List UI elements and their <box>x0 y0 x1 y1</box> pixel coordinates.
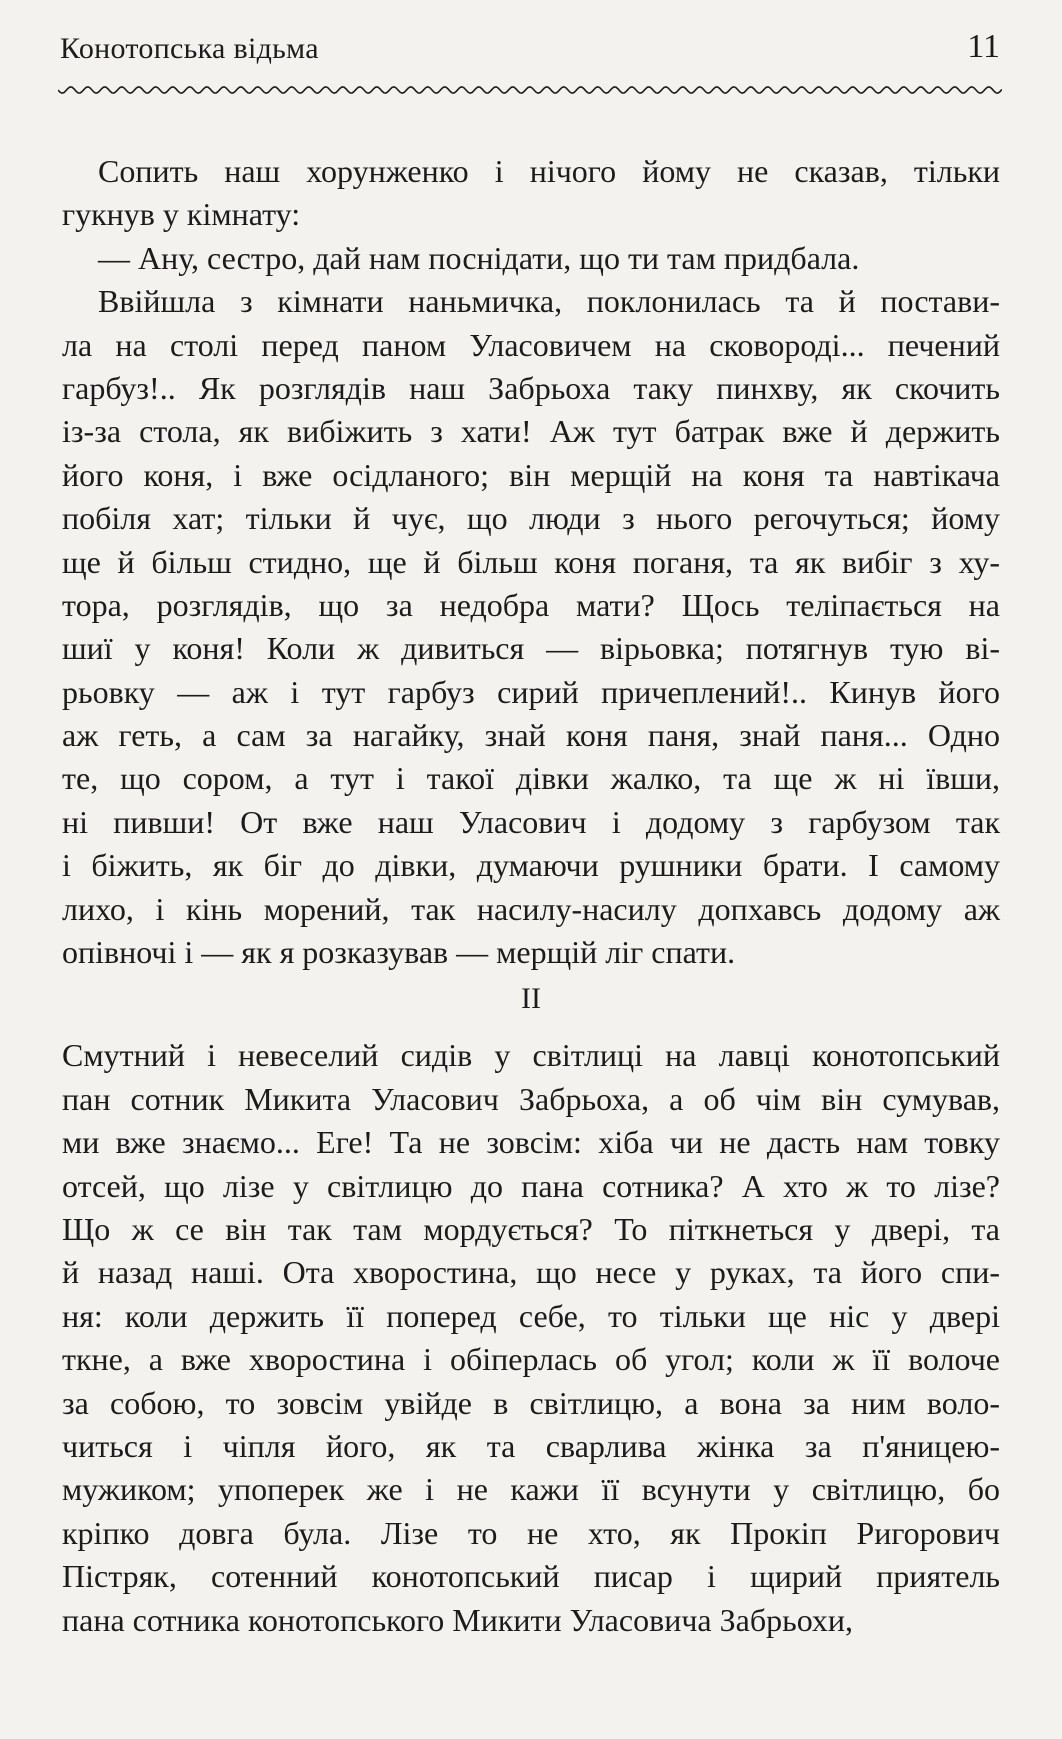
text-line: Смутний і невеселий сидів у світлиці на лавці конотопський <box>62 1037 1000 1074</box>
text-line: побіля хат; тільки й чує, що люди з нього регочуться; йому <box>62 500 1000 537</box>
text-line: за собою, то зовсім увійде в світлицю, а вона за ним воло- <box>62 1384 1000 1421</box>
page-number: 11 <box>967 28 1000 65</box>
text-line: ні пивши! От вже наш Уласович і додому з гарбузом так <box>62 803 1000 840</box>
text-line: те, що сором, а тут і такої дівки жалко, та ще ж ні ївши, <box>62 760 1000 797</box>
text-line: опівночі і — як я розказував — мерщій ліг спати. <box>62 934 736 971</box>
text-line: ткне, а вже хворостина і обіперлась об угол; коли ж її волоче <box>62 1341 1000 1378</box>
text-line: ми вже знаємо... Еге! Та не зовсім: хіба чи не дасть нам товку <box>62 1124 1000 1161</box>
running-header-title: Конотопська відьма <box>60 32 319 65</box>
text-line: аж геть, а сам за нагайку, знай коня паня, знай паня... Одно <box>62 717 1000 754</box>
running-header <box>60 24 1000 74</box>
text-block-1 <box>62 150 1000 974</box>
text-line: ла на столі перед паном Уласовичем на сковороді... печений <box>62 326 1000 363</box>
paragraph <box>62 1034 1000 1641</box>
paragraph <box>62 280 1000 974</box>
text-line: його коня, і вже осідланого; він мерщій на коня та навтікача <box>62 456 1000 493</box>
paragraph <box>62 150 1000 237</box>
text-line: рьовку — аж і тут гарбуз сирий причеплений!.. Кинув його <box>62 673 1000 710</box>
paragraph <box>62 237 1000 280</box>
text-line: Ввійшла з кімнати наньмичка, поклонилась та й постави- <box>98 283 1000 320</box>
text-line: гукнув у кімнату: <box>62 196 301 233</box>
text-line: — Ану, сестро, дай нам поснідати, що ти там придбала. <box>98 239 860 276</box>
text-line: шиї у коня! Коли ж дивиться — вірьовка; потягнув тую ві- <box>62 630 1000 667</box>
text-line: й назад наші. Ота хворостина, що несе у руках, та його спи- <box>62 1254 1000 1291</box>
text-line: пан сотник Микита Уласович Забрьоха, а об чім він сумував, <box>62 1080 1000 1117</box>
text-line: із-за стола, як вибіжить з хати! Аж тут батрак вже й держить <box>62 413 1000 450</box>
text-line: мужиком; упоперек же і не кажи її всунути у світлицю, бо <box>62 1471 1000 1508</box>
text-line: гарбуз!.. Як розглядів наш Забрьоха таку пинхву, як скочить <box>62 369 1000 406</box>
text-line: ня: коли держить її поперед себе, то тільки ще ніс у двері <box>62 1297 1000 1334</box>
page-body <box>62 150 1000 1642</box>
text-block-2 <box>62 1034 1000 1641</box>
text-line: Що ж се він так там мордується? То піткнеться у двері, та <box>62 1210 1000 1247</box>
text-line: читься і чіпля його, як та сварлива жінка за п'яницею- <box>62 1427 1000 1464</box>
text-line: тора, розглядів, що за недобра мати? Щось теліпається на <box>62 586 1000 623</box>
text-line: Сопить наш хорунженко і нічого йому не сказав, тільки <box>98 153 1000 189</box>
section-heading: II <box>521 982 541 1016</box>
text-line: отсей, що лізе у світлицю до пана сотника? А хто ж то лізе? <box>62 1167 1000 1204</box>
text-line: Пістряк, сотенний конотопський писар і щирий приятель <box>62 1558 1000 1595</box>
text-line: пана сотника конотопського Микити Уласовича Забрьохи, <box>62 1601 854 1638</box>
text-line: лихо, і кінь морений, так насилу-насилу допхавсь додому аж <box>62 890 1000 927</box>
text-line: і біжить, як біг до дівки, думаючи рушники брати. І самому <box>62 847 1000 884</box>
text-line: ще й більш стидно, ще й більш коня поганя, та як вибіг з ху- <box>62 543 1000 580</box>
text-line: кріпко довга була. Лізе то не хто, як Прокіп Ригорович <box>62 1514 1000 1551</box>
wavy-header-rule <box>58 82 1002 98</box>
